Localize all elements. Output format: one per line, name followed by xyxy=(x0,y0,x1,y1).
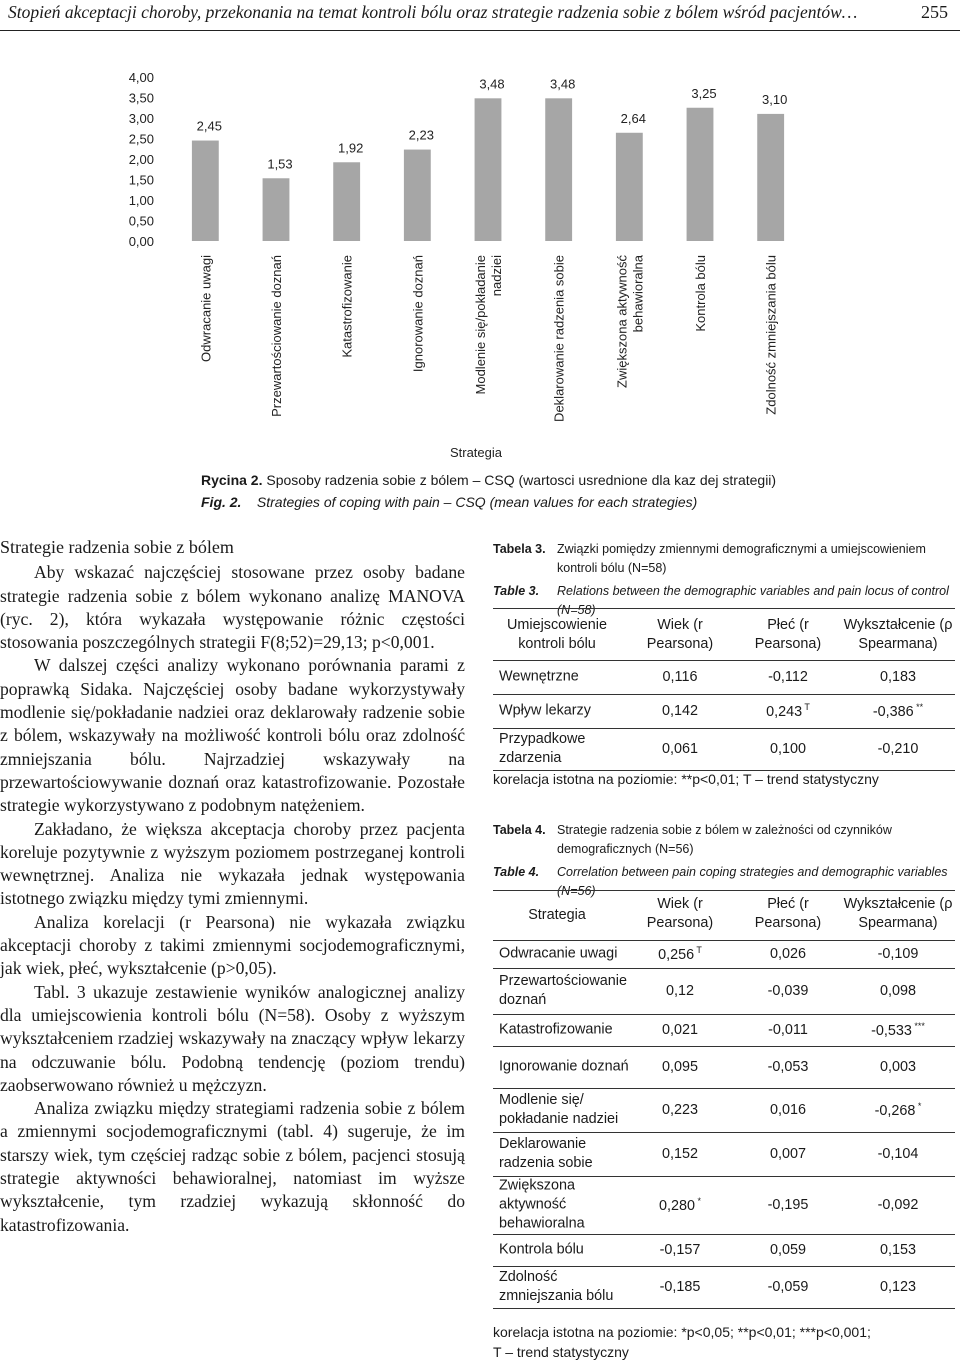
row-label: Zdolność zmniejszania bólu xyxy=(499,1269,614,1304)
paragraph: Tabl. 3 ukazuje zestawienie wyników analogicznej analizy dla umiejscowienia kontroli bólu (N=58). Osoby z wyższym wykształceniem rzadziej wskazywały na znaczący wpływ lekarzy na odczuwanie bólu. Podobną tendencję (poziom trendu) zaobserwowano również u mężczyzn. xyxy=(0,981,465,1095)
table-row xyxy=(493,660,955,694)
cell-wiek: 0,116 xyxy=(662,669,698,685)
bar-value-label: 3,48 xyxy=(550,76,576,92)
table4-title-pl: Strategie radzenia sobie z bólem w zależności od czynników demograficznych (N=56) xyxy=(557,823,892,856)
section-heading: Strategie radzenia sobie z bólem xyxy=(0,537,234,557)
x-category-label-line: Deklarowanie radzenia sobie xyxy=(551,255,567,422)
y-tick-label: 0,00 xyxy=(128,234,154,249)
cell-wyk: 0,003 xyxy=(879,1059,916,1075)
cell-plec: -0,195 xyxy=(767,1197,809,1213)
table-row xyxy=(493,968,955,1014)
row-label: Przewartościowanie doznań xyxy=(499,973,627,1008)
table-row xyxy=(493,1234,955,1266)
paragraph: Analiza związku między strategiami radzenia sobie z bólem a zmiennymi socjodemograficznymi (tabl. 4) sugeruje, że im starszy wiek, tym częściej radząc sobie z bólem, pacjenci stosują strategie aktywności behawioralnej, natomiast im wyższe wykształcenie, tym rzadziej wykazują skłonność do katastrofizowania. xyxy=(0,1098,465,1235)
table3-header-education: Wykształcenie (ρ Spearmana) xyxy=(843,617,953,652)
y-tick-label: 1,00 xyxy=(128,193,154,208)
bar xyxy=(192,141,219,241)
x-category-label xyxy=(198,255,213,362)
x-category-label-line: Zwiększona aktywność xyxy=(614,255,630,388)
cell-wiek: 0,142 xyxy=(661,703,698,719)
y-tick-label: 0,50 xyxy=(128,213,154,229)
x-category-label xyxy=(473,255,504,395)
paragraph: W dalszej części analizy wykonano porównania parami z poprawką Sidaka. Najczęściej osoby badane wykorzystywały modlenie się/pokładanie nadziei oraz deklarowały radzenie sobie z bólem, wskazywały na możliwość kontroli bólu oraz zdolność zmniejszania bólu. Najrzadziej wskazywały na przewartościowywanie doznań oraz katastrofizowanie. Pozostałe strategie wykorzystywano z podobnym natężeniem. xyxy=(0,655,465,816)
table4-note-line1: korelacja istotna na poziomie: *p<0,05; **p<0,01; ***p<0,001; xyxy=(493,1324,871,1340)
table4 xyxy=(493,890,955,1320)
row-label: Odwracanie uwagi xyxy=(499,945,618,962)
x-category-label-line: behawioralna xyxy=(630,255,646,333)
row-label: Zwiększona aktywność behawioralna xyxy=(499,1177,585,1232)
table-rule xyxy=(493,608,955,609)
row-label: Katastrofizowanie xyxy=(499,1021,613,1038)
x-category-label xyxy=(269,255,284,417)
paragraph: Zakładano, że większa akceptacja choroby przez pacjenta koreluje pozytywnie z wyższym poziomem postrzeganej kontroli wewnętrznej. Analiza nie wykazała jednak występowania istotnego związku między tymi zmiennymi. xyxy=(0,818,465,909)
cell-plec: -0,053 xyxy=(767,1059,809,1075)
table4-label-en: Table 4. xyxy=(493,865,540,879)
bar-value-label: 3,10 xyxy=(762,91,788,107)
table-rule xyxy=(493,890,955,891)
y-tick-label: 2,00 xyxy=(128,152,154,167)
x-category-label-line: Przewartościowanie doznań xyxy=(269,255,284,417)
figure-text-en: Strategies of coping with pain – CSQ (mean values for each strategies) xyxy=(256,494,698,510)
bar xyxy=(687,108,714,241)
cell-plec: -0,059 xyxy=(767,1279,809,1295)
bar xyxy=(616,133,643,241)
cell-plec: 0,026 xyxy=(769,946,806,962)
table4-title-en: Correlation between pain coping strategies and demographic variables (N=56) xyxy=(557,865,948,898)
y-tick-label: 1,50 xyxy=(128,172,154,188)
table-row xyxy=(493,694,955,728)
table3-label-pl: Tabela 3. xyxy=(493,542,546,556)
cell-wyk: 0,153 xyxy=(879,1242,916,1258)
table-row xyxy=(493,728,955,770)
bar-value-label: 3,25 xyxy=(691,85,717,101)
table-row xyxy=(493,940,955,968)
table3 xyxy=(493,608,955,768)
figure-caption-en xyxy=(201,494,697,510)
cell-wyk: -0,210 xyxy=(877,741,919,757)
bar-value-label: 2,45 xyxy=(196,118,222,134)
cell-wyk: -0,386 ** xyxy=(872,702,924,720)
cell-plec: 0,016 xyxy=(769,1102,806,1118)
bar xyxy=(757,114,784,241)
significance-marker: *** xyxy=(911,1021,925,1031)
x-category-label xyxy=(764,255,779,415)
table-row xyxy=(493,1266,955,1308)
table4-note xyxy=(493,1322,955,1362)
page-number: 255 xyxy=(921,2,948,22)
table-row xyxy=(493,1014,955,1046)
cell-wiek: -0,185 xyxy=(659,1279,701,1295)
x-category-label-line: Odwracanie uwagi xyxy=(198,255,214,362)
cell-wyk: 0,123 xyxy=(879,1279,916,1295)
x-category-label xyxy=(614,254,645,388)
bar xyxy=(263,178,290,241)
coping-strategies-bar-chart xyxy=(0,0,960,470)
row-label: Ignorowanie doznań xyxy=(499,1058,629,1075)
paragraph: Aby wskazać najczęściej stosowane przez osoby badane strategie radzenia sobie z bólem wykonano analizę MANOVA (ryc. 2), która wykazała występowanie różnic częstości stosowania poszczególnych strategii F(8;52)=29,13; p<0,001. xyxy=(0,562,465,653)
cell-plec: -0,039 xyxy=(767,983,809,999)
cell-wyk: -0,104 xyxy=(877,1146,919,1162)
bar xyxy=(545,98,572,241)
cell-plec: -0,112 xyxy=(768,669,808,685)
table3-label-en: Table 3. xyxy=(493,584,540,598)
bar-value-label: 1,92 xyxy=(338,140,364,156)
cell-wyk: 0,098 xyxy=(879,983,916,999)
table3-header-locus: Umiejscowienie kontroli bólu xyxy=(507,617,607,652)
x-category-label-line: Modlenie się/pokładanie xyxy=(473,255,488,395)
figure-caption-pl xyxy=(201,472,776,488)
table4-note-line2: T – trend statystyczny xyxy=(493,1344,629,1360)
table3-note: korelacja istotna na poziomie: **p<0,01; T – trend statystyczny xyxy=(493,771,879,787)
figure-text-pl: Sposoby radzenia sobie z bólem – CSQ (wartosci usrednione dla kaz dej strategii) xyxy=(266,472,777,488)
significance-marker: ** xyxy=(913,702,924,712)
y-tick-label: 3,50 xyxy=(128,90,154,106)
cell-wiek: 0,095 xyxy=(661,1059,698,1075)
table-row xyxy=(493,1088,955,1132)
significance-marker: T xyxy=(802,702,810,712)
table-row xyxy=(493,1132,955,1176)
row-label: Modlenie się/ pokładanie nadziei xyxy=(499,1092,619,1127)
table3-header-sex: Płeć (r Pearsona) xyxy=(754,617,822,652)
figure-label-en: Fig. 2. xyxy=(201,494,242,510)
bar-value-label: 2,64 xyxy=(620,110,646,126)
bar-value-label: 2,23 xyxy=(408,127,434,143)
figure-label-pl: Rycina 2. xyxy=(201,472,263,488)
cell-wiek: 0,021 xyxy=(661,1022,698,1038)
y-tick-label: 4,00 xyxy=(128,70,154,85)
cell-plec: 0,243 $^T$ xyxy=(766,702,810,720)
table-row xyxy=(493,1176,955,1234)
table3-caption xyxy=(493,540,955,617)
x-category-label xyxy=(410,255,425,372)
table-row xyxy=(493,1046,955,1088)
table4-header-sex: Płeć (r Pearsona) xyxy=(754,896,822,931)
cell-wiek: 0,152 xyxy=(661,1146,698,1162)
x-category-label-line: Ignorowanie doznań xyxy=(410,255,426,373)
table3-header-age: Wiek (r Pearsona) xyxy=(646,617,714,652)
table3-title-pl: Związki pomiędzy zmiennymi demograficznymi a umiejscowieniem kontroli bólu (N=58) xyxy=(557,542,926,575)
table4-label-pl: Tabela 4. xyxy=(493,823,546,837)
x-category-label-line: Katastrofizowanie xyxy=(339,255,355,358)
significance-marker: * xyxy=(695,1196,702,1206)
x-category-label-line: nadziei xyxy=(489,255,504,297)
row-label: Deklarowanie radzenia sobie xyxy=(499,1136,593,1171)
row-label: Kontrola bólu xyxy=(499,1241,584,1258)
bar-value-label: 1,53 xyxy=(267,156,293,172)
running-title: Stopień akceptacji choroby, przekonania na temat kontroli bólu oraz strategie radzenia sobie z bólem wśród pacjentów… xyxy=(8,2,858,22)
cell-wiek: 0,223 xyxy=(661,1102,698,1118)
table-rule xyxy=(493,1308,955,1309)
cell-wiek: 0,12 xyxy=(665,983,694,999)
cell-wyk: -0,109 xyxy=(877,946,919,962)
y-tick-label: 2,50 xyxy=(128,131,154,147)
paragraph: Analiza korelacji (r Pearsona) nie wykazała związku akceptacji choroby z takimi zmiennymi socjodemograficznymi, jak wiek, płeć, wykształcenie (p>0,05). xyxy=(0,911,465,979)
y-tick-label: 3,00 xyxy=(128,111,154,126)
significance-marker: T xyxy=(694,945,702,955)
table3-title-en: Relations between the demographic variables and pain locus of control (N=58) xyxy=(557,584,949,617)
row-label: Przypadkowe zdarzenia xyxy=(499,731,586,766)
table4-header-age: Wiek (r Pearsona) xyxy=(646,896,714,931)
table4-header-strategy: Strategia xyxy=(528,907,586,923)
x-category-label xyxy=(340,255,355,358)
x-category-label xyxy=(552,255,567,422)
row-label: Wpływ lekarzy xyxy=(499,702,591,719)
cell-plec: -0,011 xyxy=(768,1022,808,1038)
cell-wiek: 0,280 * xyxy=(658,1196,702,1214)
cell-wyk: -0,092 xyxy=(877,1197,919,1213)
cell-plec: 0,100 xyxy=(769,741,806,757)
cell-wiek: 0,256 $^T$ xyxy=(658,945,702,963)
x-axis-title: Strategia xyxy=(449,445,503,460)
bar xyxy=(404,150,431,241)
x-category-label-line: Kontrola bólu xyxy=(693,255,708,332)
row-label: Wewnętrzne xyxy=(499,668,579,685)
bar-value-label: 3,48 xyxy=(479,76,505,92)
cell-wyk: -0,268 * xyxy=(874,1101,922,1119)
cell-wyk: 0,183 xyxy=(879,669,916,685)
body-text-column xyxy=(0,536,465,1237)
cell-plec: 0,059 xyxy=(769,1242,806,1258)
cell-wiek: -0,157 xyxy=(659,1242,701,1258)
table4-header-education: Wykształcenie (ρ Spearmana) xyxy=(843,896,953,931)
x-category-label-line: Zdolność zmniejszania bólu xyxy=(763,255,779,415)
bar xyxy=(333,162,360,241)
cell-wyk: -0,533 *** xyxy=(871,1021,925,1039)
significance-marker: * xyxy=(915,1101,922,1111)
bar xyxy=(475,98,502,241)
cell-plec: 0,007 xyxy=(769,1146,806,1162)
x-category-label xyxy=(693,255,708,332)
table4-caption xyxy=(493,821,955,898)
cell-wiek: 0,061 xyxy=(661,741,698,757)
